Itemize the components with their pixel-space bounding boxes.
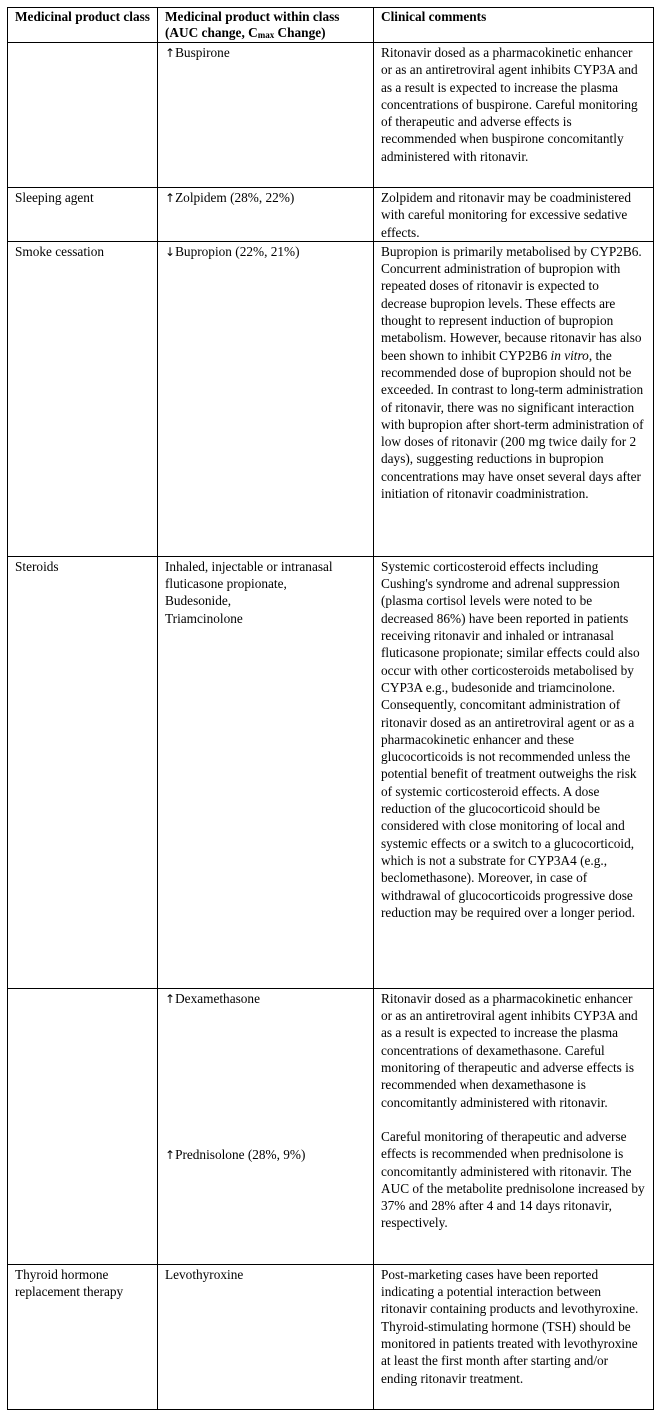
header-product-line1: Medicinal product within class bbox=[165, 9, 340, 24]
product-name: Buspirone bbox=[175, 45, 230, 60]
comment-text: Bupropion is primarily metabolised by CYP2B6. Concurrent administration of bupropion with repeated doses of ritonavir is expected to decrease bupropion levels. These effects are thought to represent induction of bupropion metabolism. However, because ritonavir has also been shown to inhibit CYP2B6 bbox=[381, 243, 642, 363]
comment-cell: Zolpidem and ritonavir may be coadministered with careful monitoring for excessive sedative effects. bbox=[374, 188, 654, 242]
product-cell bbox=[158, 241, 374, 556]
header-comments: Clinical comments bbox=[374, 8, 654, 43]
class-cell bbox=[8, 43, 158, 188]
product-cell: Levothyroxine bbox=[158, 1264, 374, 1409]
header-product-post: Change) bbox=[274, 24, 326, 40]
comment-text: , the recommended dose of bupropion should not be exceeded. In contrast to long-term administration of ritonavir, there was no significant interaction with bupropion after short-term administration of low doses of ritonavir (200 mg twice daily for 2 days), suggesting reductions in bupropion concentrations may have onset several days after initiation of ritonavir coadministration. bbox=[381, 347, 644, 502]
increase-arrow: ↑ bbox=[165, 46, 176, 60]
comment-cell: Post-marketing cases have been reported indicating a potential interaction between ritonavir containing products and levothyroxine. Thyroid-stimulating hormone (TSH) should be monitored in patients treated with levothyroxine at least the first month after starting and/or ending ritonavir treatment. bbox=[374, 1264, 654, 1409]
product-name: Inhaled, injectable or intranasal fluticasone propionate, bbox=[165, 558, 333, 592]
comment-text: Ritonavir dosed as a pharmacokinetic enhancer or as an antiretroviral agent inhibits CYP3A and as a result is expected to increase the plasma concentrations of dexamethasone. Careful monitoring of therapeutic and adverse effects is recommended when dexamethasone is concomitantly administered with ritonavir. bbox=[381, 990, 638, 1110]
increase-arrow: ↑ bbox=[165, 991, 176, 1006]
class-cell bbox=[8, 988, 158, 1264]
header-product-sub: max bbox=[257, 29, 275, 40]
header-class: Medicinal product class bbox=[8, 8, 158, 43]
comment-italic: in vitro bbox=[550, 347, 589, 363]
increase-arrow: ↑ bbox=[165, 1148, 176, 1163]
interaction-table bbox=[7, 7, 654, 1410]
comment-cell: Ritonavir dosed as a pharmacokinetic enhancer or as an antiretroviral agent inhibits CYP3A and as a result is expected to increase the plasma concentrations of buspirone. Careful monitoring of therapeutic and adverse effects is recommended when buspirone concomitantly administered with ritonavir. bbox=[374, 43, 654, 188]
decrease-arrow: ↓ bbox=[165, 244, 176, 259]
comment-text: Careful monitoring of therapeutic and adverse effects is recommended when prednisolone is concomitantly administered with ritonavir. The AUC of the metabolite prednisolone increased by 37% and 28% after 4 and 14 days ritonavir, respectively. bbox=[381, 1128, 645, 1231]
table-row bbox=[8, 1264, 654, 1409]
table-row bbox=[8, 556, 654, 988]
class-cell: Sleeping agent bbox=[8, 188, 158, 242]
comment-cell bbox=[374, 988, 654, 1264]
product-name: Budesonide, bbox=[165, 593, 232, 609]
table-row bbox=[8, 241, 654, 556]
class-cell: Steroids bbox=[8, 556, 158, 988]
product-cell bbox=[158, 988, 374, 1264]
header-product-pre: (AUC change, C bbox=[165, 24, 258, 40]
comment-cell: Systemic corticosteroid effects including Cushing's syndrome and adrenal suppression (plasma cortisol levels were noted to be decreased 86%) have been reported in patients receiving ritonavir and inhaled or intranasal fluticasone propionate; similar effects could also occur with other corticosteroids metabolised by CYP3A e.g., budesonide and triamcinolone. Consequently, concomitant administration of ritonavir dosed as an antiretroviral agent or as a pharmacokinetic enhancer and these glucocorticoids is not recommended unless the potential benefit of treatment outweighs the risk of systemic corticosteroid effects. A dose reduction of the glucocorticoid should be considered with close monitoring of local and systemic effects or a switch to a glucocorticoid, which is not a substrate for CYP3A4 (e.g., beclomethasone). Moreover, in case of withdrawal of glucocorticoids progressive dose reduction may be required over a longer period. bbox=[374, 556, 654, 988]
product-name: Triamcinolone bbox=[165, 610, 243, 626]
class-cell: Smoke cessation bbox=[8, 241, 158, 556]
header-row bbox=[8, 8, 654, 43]
comment-cell bbox=[374, 241, 654, 556]
table-row bbox=[8, 988, 654, 1264]
product-cell bbox=[158, 188, 374, 242]
product-name: Bupropion (22%, 21%) bbox=[175, 243, 300, 259]
product-name: Prednisolone (28%, 9%) bbox=[175, 1147, 306, 1163]
table-row bbox=[8, 43, 654, 188]
class-cell: Thyroid hormone replacement therapy bbox=[8, 1264, 158, 1409]
product-name: Dexamethasone bbox=[175, 990, 260, 1006]
increase-arrow: ↑ bbox=[165, 191, 176, 205]
header-product bbox=[158, 8, 374, 43]
product-cell bbox=[158, 556, 374, 988]
product-cell bbox=[158, 43, 374, 188]
product-name: Zolpidem (28%, 22%) bbox=[175, 190, 295, 205]
table-row bbox=[8, 188, 654, 242]
